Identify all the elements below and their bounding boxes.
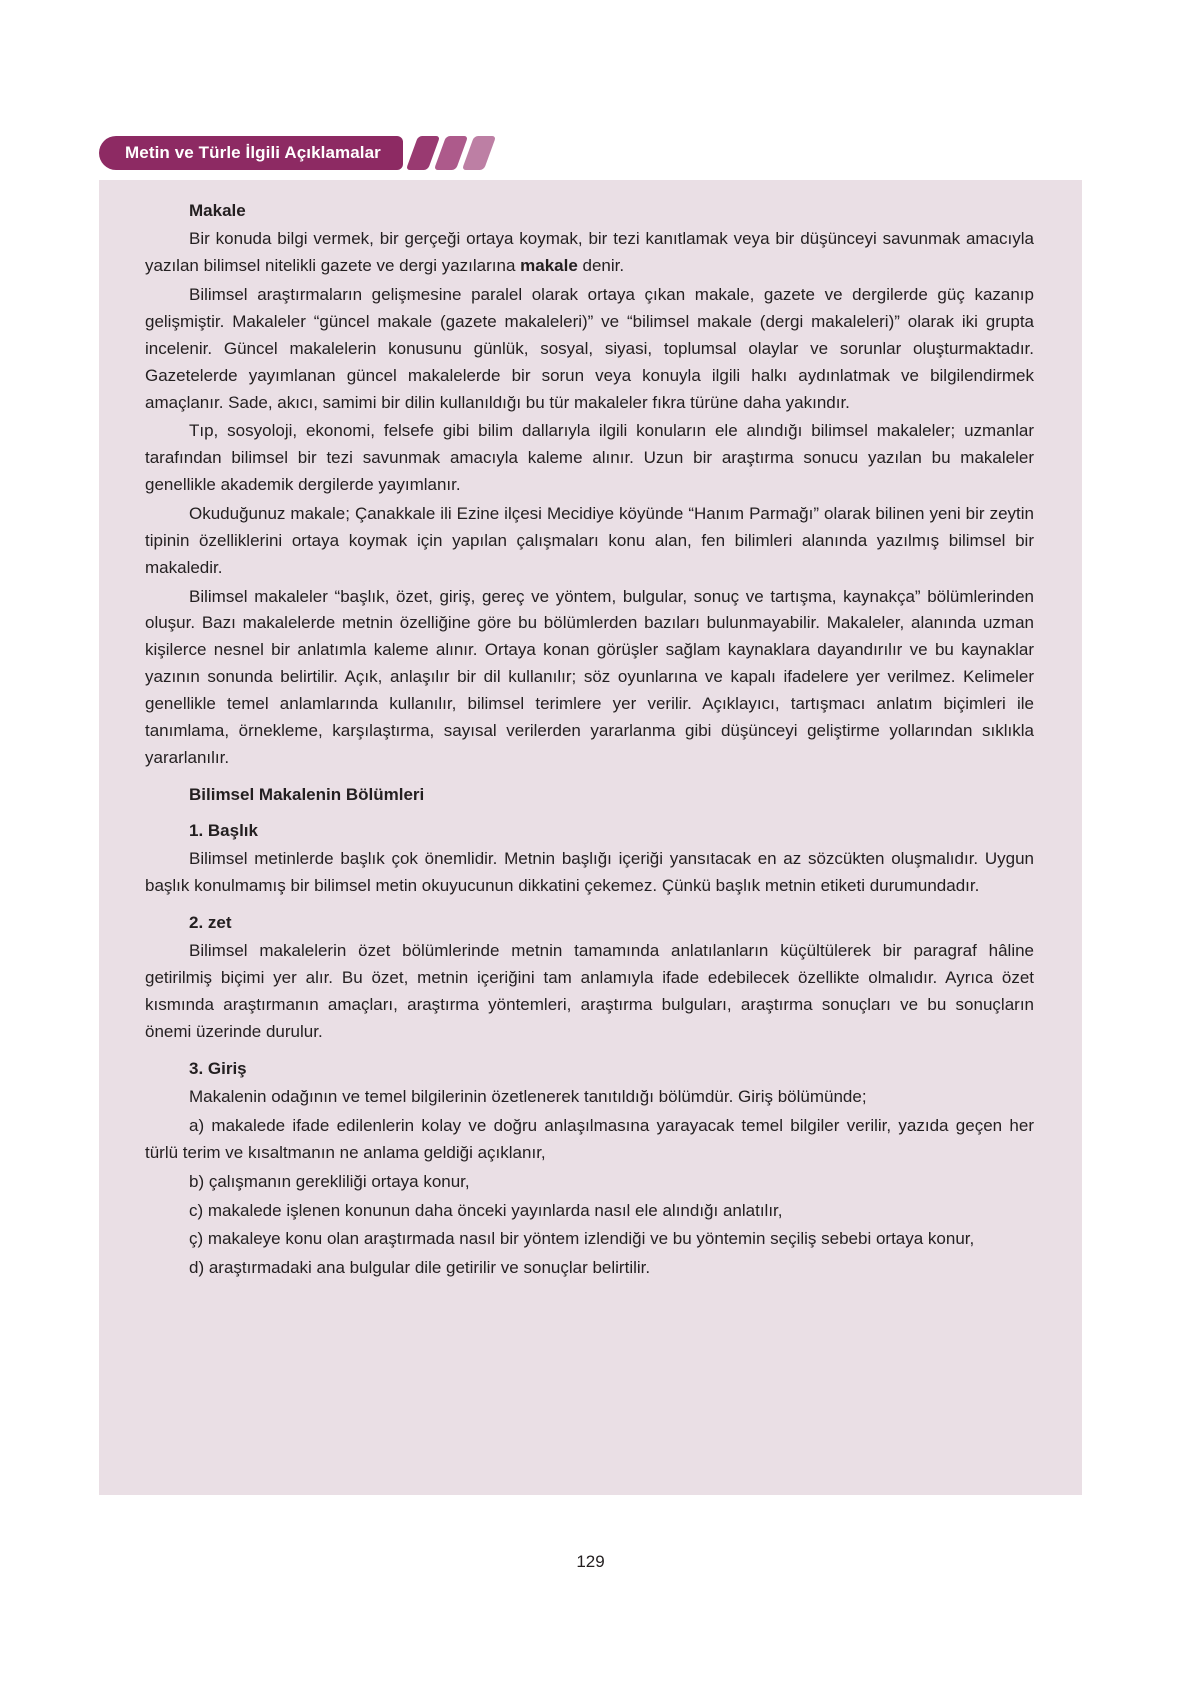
list-item-c: c) makalede işlenen konunun daha önceki yayınlarda nasıl ele alındığı anlatılır, — [189, 1200, 783, 1220]
content-panel — [99, 180, 1082, 1495]
slash-decor-icon-3 — [462, 136, 496, 170]
paragraph-7: Bilimsel makalelerin özet bölümlerinde metnin tamamında anlatılanların küçültülerek bir paragraf hâline getirilmiş biçimi yer alır. Bu özet, metnin içeriğini tam anlamıyla ifade edebilecek özellikte olmalıdır. Ayrıca özet kısmında araştırmanın amaçları, araştırma yöntemleri, araştırma bulguları, araştırma sonuçları ve bu sonuçların önemi üzerinde durulur. — [145, 941, 1034, 1041]
list-item-a: a) makalede ifade edilenlerin kolay ve doğru anlaşılmasına yarayacak temel bilgiler verilir, yazıda geçen her türlü terim ve kısaltmanın ne anlama geldiği açıklanır, — [145, 1115, 1034, 1162]
heading-2-ozet: 2. zet — [189, 912, 232, 932]
paragraph-3: Tıp, sosyoloji, ekonomi, felsefe gibi bilim dallarıyla ilgili konuların ele alındığı bilimsel makaleler; uzmanlar tarafından bilimsel bir tezi savunmak amacıyla kaleme alınır. Uzun bir araştırma sonucu yazılan bu makaleler genellikle akademik dergilerde yayımlanır. — [145, 421, 1034, 495]
paragraph-5: Bilimsel makaleler “başlık, özet, giriş, gereç ve yöntem, bulgular, sonuç ve tartışma, kaynakça” bölümlerinden oluşur. Bazı makalelerde metnin özelliğine göre bu bölümlerden bazıları bulunmayabilir. Makaleler, alanında uzman kişilerce nesnel bir anlatımla kaleme alınır. Ortaya konan görüşler sağlam kaynaklara dayandırılır ve bu kaynaklar yazının sonunda belirtilir. Açık, anlaşılır bir dil kullanılır; söz oyunlarına ve kapalı ifadelere yer verilmez. Kelimeler genellikle temel anlamlarında kullanılır, bilimsel terimlere yer verilir. Açıklayıcı, tartışmacı anlatım biçimleri ile tanımlama, örnekleme, karşılaştırma, sayısal verilerden yararlanma gibi düşünceyi geliştirme yollarından sıklıkla yararlanılır. — [145, 586, 1034, 767]
paragraph-makale-definition — [145, 226, 1034, 280]
paragraph-text-a: Bir konuda bilgi vermek, bir gerçeği ortaya koymak, bir tezi kanıtlamak veya bir düşünceyi savunmak amacıyla yazılan bilimsel nitelikli gazete ve dergi yazılarına — [145, 229, 1034, 276]
banner-title: Metin ve Türle İlgili Açıklamalar — [125, 143, 381, 162]
paragraph-8: Makalenin odağının ve temel bilgilerinin özetlenerek tanıtıldığı bölümdür. Giriş bölümünde; — [189, 1087, 867, 1107]
banner-tab — [99, 136, 403, 170]
heading-1-baslik: 1. Başlık — [189, 820, 258, 840]
banner-slash-decoration — [412, 136, 496, 170]
section-banner — [99, 136, 496, 170]
heading-makale: Makale — [189, 201, 246, 220]
paragraph-4: Okuduğunuz makale; Çanakkale ili Ezine ilçesi Mecidiye köyünde “Hanım Parmağı” olarak bilinen yeni bir zeytin tipinin özelliklerini ortaya koymak için yapılan çalışmaları konu alan, fen bilimleri alanında yazılmış bilimsel bir makaledir. — [145, 503, 1034, 577]
inline-bold-makale: makale — [520, 256, 578, 276]
page-number: 129 — [576, 1552, 605, 1571]
heading-bilimsel-makalenin-bolumleri: Bilimsel Makalenin Bölümleri — [189, 784, 425, 804]
list-item-b: b) çalışmanın gerekliliği ortaya konur, — [189, 1171, 470, 1191]
paragraph-6: Bilimsel metinlerde başlık çok önemlidir. Metnin başlığı içeriği yansıtacak en az sözcükten oluşmalıdır. Uygun başlık konulmamış bir bilimsel metin okuyucunun dikkatini çekemez. Çünkü başlık metnin etiketi durumundadır. — [145, 849, 1034, 896]
paragraph-2: Bilimsel araştırmaların gelişmesine paralel olarak ortaya çıkan makale, gazete ve dergilerde güç kazanıp gelişmiştir. Makaleler “güncel makale (gazete makaleleri)” ve “bilimsel makale (dergi makaleleri)” olarak iki grupta incelenir. Güncel makalelerin konusunu günlük, sosyal, siyasi, toplumsal olaylar ve sorunlar oluşturmaktadır. Gazetelerde yayımlanan güncel makalelerde bir sorun veya konuyla ilgili halkı aydınlatmak ve bilgilendirmek amaçlanır. Sade, akıcı, samimi bir dilin kullanıldığı bu tür makaleler fıkra türüne daha yakındır. — [145, 285, 1034, 412]
list-item-cc: ç) makaleye konu olan araştırmada nasıl bir yöntem izlendiği ve bu yöntemin seçiliş sebebi ortaya konur, — [189, 1229, 975, 1249]
heading-3-giris: 3. Giriş — [189, 1058, 247, 1078]
content-body — [145, 198, 1034, 1282]
list-item-d: d) araştırmadaki ana bulgular dile getirilir ve sonuçlar belirtilir. — [189, 1258, 651, 1278]
paragraph-text-b: denir. — [577, 256, 625, 276]
